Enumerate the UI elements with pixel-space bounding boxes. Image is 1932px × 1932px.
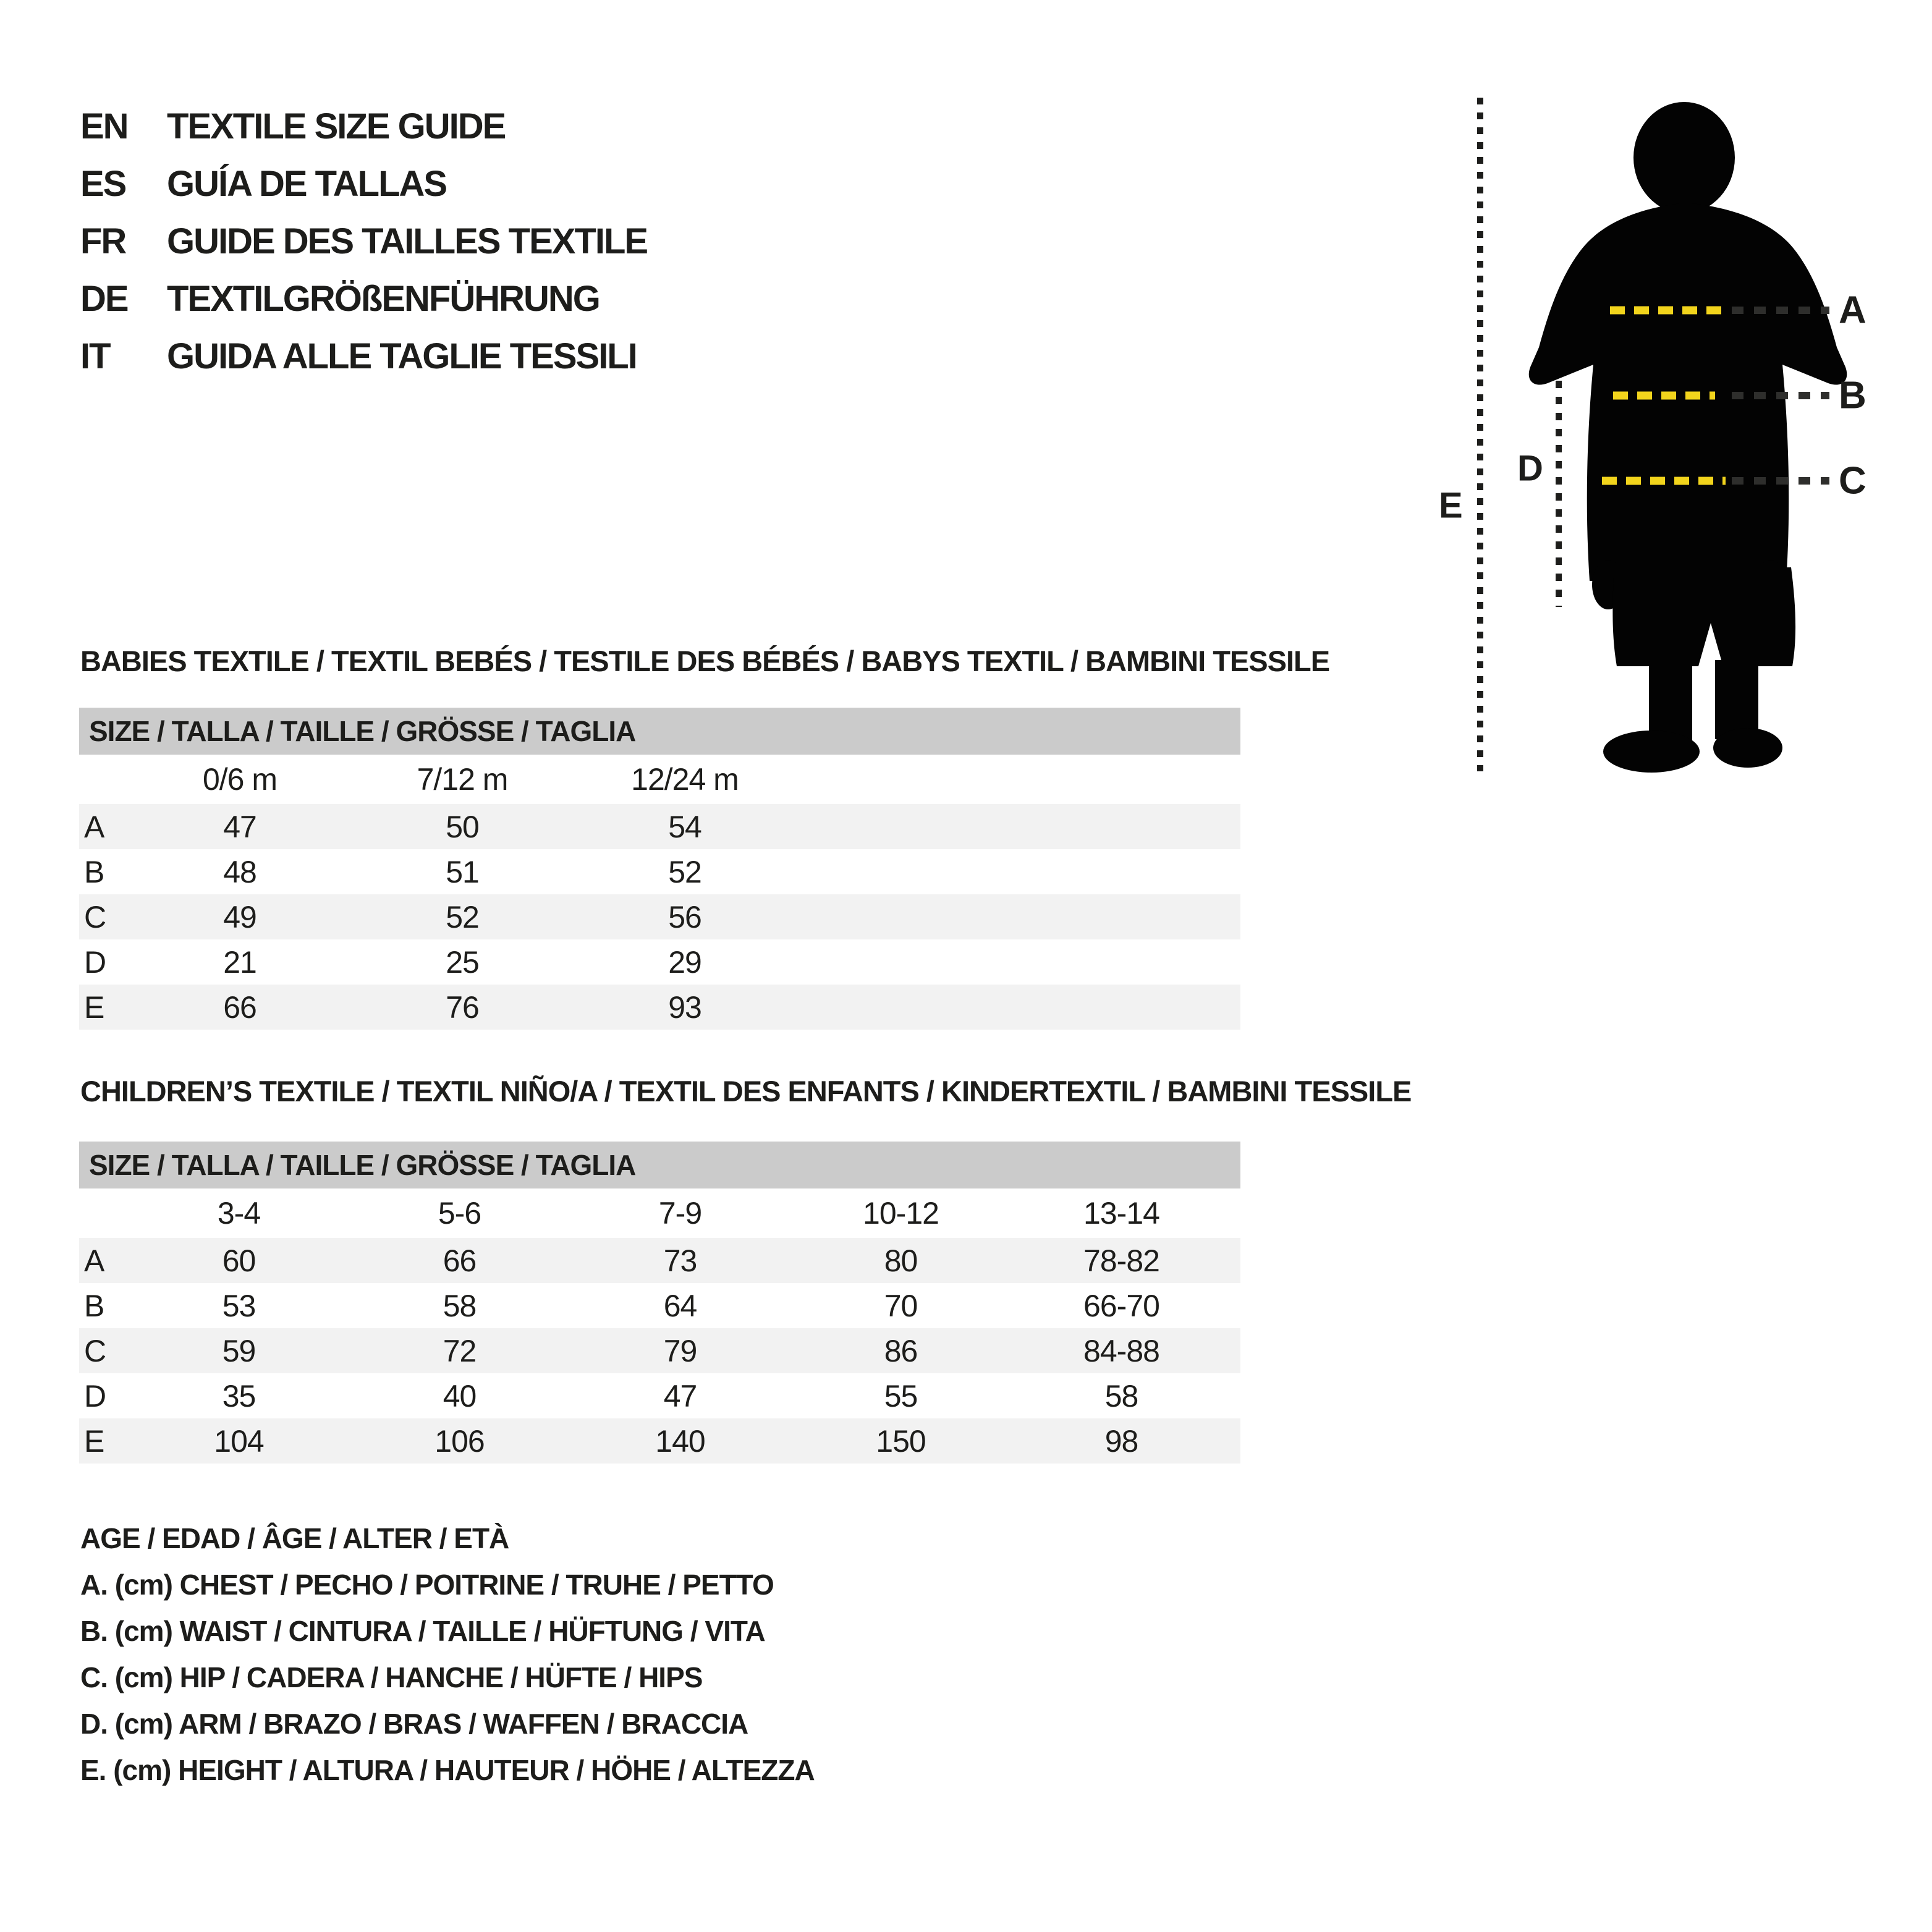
legend-height-e: E. (cm) HEIGHT / ALTURA / HAUTEUR / HÖHE / ALTEZZA [80,1754,815,1786]
label-b: B [1839,374,1866,417]
babies-col-0-6m: 0/6 m [202,762,278,797]
cell-value: 98 [1104,1423,1138,1459]
row-label: A [84,809,104,844]
lang-code-de: DE [80,279,128,319]
table-row [79,939,1240,985]
cell-value: 56 [668,899,701,934]
children-section-title: CHILDREN’S TEXTILE / TEXTIL NIÑO/A / TEXTIL DES ENFANTS / KINDERTEXTIL / BAMBINI TESSILE [80,1075,1412,1108]
cell-value: 59 [222,1333,256,1368]
row-label: A [84,1243,104,1278]
children-col-3-4: 3-4 [217,1196,261,1231]
silhouette-left-shoe [1603,731,1700,773]
lang-row-en [80,98,647,155]
babies-table-header-bar: SIZE / TALLA / TAILLE / GRÖSSE / TAGLIA [79,708,1240,755]
cell-value: 79 [663,1333,697,1368]
row-label: C [84,1333,106,1368]
cell-value: 106 [434,1423,485,1459]
table-row [79,804,1240,849]
table-row [79,1373,1240,1418]
cell-value: 58 [1104,1378,1138,1413]
legend-arm-d: D. (cm) ARM / BRAZO / BRAS / WAFFEN / BRACCIA [80,1708,748,1740]
cell-value: 84-88 [1083,1333,1159,1368]
babies-section-title: BABIES TEXTILE / TEXTIL BEBÉS / TESTILE DES BÉBÉS / BABYS TEXTIL / BAMBINI TESSILE [80,645,1330,677]
lang-title-de: TEXTILGRÖßENFÜHRUNG [167,279,600,319]
cell-value: 93 [668,989,701,1025]
language-title-block [80,98,647,385]
cell-value: 53 [222,1288,256,1323]
cell-value: 47 [223,809,256,844]
cell-value: 50 [446,809,479,844]
silhouette-shorts [1612,567,1795,666]
cell-value: 66 [443,1243,477,1278]
cell-value: 29 [668,944,701,980]
row-label: E [84,1423,104,1459]
row-label: D [84,944,106,980]
table-row [79,849,1240,894]
babies-col-7-12m: 7/12 m [417,762,508,797]
row-label: D [84,1378,106,1413]
table-row [79,1283,1240,1328]
legend-chest-a: A. (cm) CHEST / PECHO / POITRINE / TRUHE / PETTO [80,1569,774,1601]
label-a: A [1839,289,1866,332]
measurement-diagram [1434,93,1885,791]
silhouette-right-leg [1715,660,1758,739]
silhouette-right-shoe [1713,728,1782,768]
cell-value: 78-82 [1083,1243,1159,1278]
child-silhouette [1529,102,1847,773]
cell-value: 76 [446,989,479,1025]
cell-value: 73 [663,1243,697,1278]
babies-column-header-row [79,755,1240,804]
lang-code-en: EN [80,106,128,146]
cell-value: 40 [443,1378,477,1413]
children-column-header-row [79,1188,1240,1238]
lang-title-en: TEXTILE SIZE GUIDE [167,106,506,146]
table-row [79,1238,1240,1283]
cell-value: 64 [663,1288,697,1323]
cell-value: 52 [446,899,479,934]
cell-value: 140 [655,1423,705,1459]
children-col-10-12: 10-12 [863,1196,939,1231]
row-label: B [84,1288,104,1323]
children-col-5-6: 5-6 [438,1196,481,1231]
cell-value: 86 [884,1333,918,1368]
cell-value: 80 [884,1243,918,1278]
children-table-header-bar: SIZE / TALLA / TAILLE / GRÖSSE / TAGLIA [79,1142,1240,1188]
lang-title-fr: GUIDE DES TAILLES TEXTILE [167,221,648,261]
row-label: E [84,989,104,1025]
cell-value: 66-70 [1083,1288,1159,1323]
table-row [79,985,1240,1030]
cell-value: 35 [222,1378,256,1413]
table-row [79,1328,1240,1373]
row-label: C [84,899,106,934]
cell-value: 48 [223,854,256,889]
lang-row-es [80,155,647,213]
cell-value: 52 [668,854,701,889]
lang-code-fr: FR [80,221,126,261]
cell-value: 25 [446,944,479,980]
cell-value: 49 [223,899,256,934]
children-col-7-9: 7-9 [658,1196,702,1231]
lang-title-es: GUÍA DE TALLAS [167,164,447,204]
cell-value: 66 [223,989,256,1025]
cell-value: 70 [884,1288,918,1323]
legend-age: AGE / EDAD / ÂGE / ALTER / ETÀ [80,1522,509,1554]
legend-hip-c: C. (cm) HIP / CADERA / HANCHE / HÜFTE / HIPS [80,1661,703,1693]
cell-value: 150 [876,1423,926,1459]
cell-value: 72 [443,1333,477,1368]
row-label: B [84,854,104,889]
table-row [79,894,1240,939]
cell-value: 55 [884,1378,918,1413]
cell-value: 60 [222,1243,256,1278]
cell-value: 47 [663,1378,697,1413]
label-e: E [1439,485,1463,526]
label-d: D [1517,448,1543,489]
legend-waist-b: B. (cm) WAIST / CINTURA / TAILLE / HÜFTUNG / VITA [80,1615,765,1647]
cell-value: 54 [668,809,701,844]
label-c: C [1839,459,1866,502]
lang-row-fr [80,213,647,270]
babies-col-12-24m: 12/24 m [631,762,739,797]
lang-row-it [80,328,647,385]
cell-value: 104 [214,1423,264,1459]
cell-value: 51 [446,854,479,889]
lang-row-de [80,270,647,328]
lang-title-it: GUIDA ALLE TAGLIE TESSILI [167,336,637,376]
measurement-legend [80,1515,815,1794]
children-size-table [79,1142,1240,1464]
cell-value: 21 [223,944,256,980]
cell-value: 58 [443,1288,477,1323]
lang-code-es: ES [80,164,126,204]
table-row [79,1418,1240,1464]
lang-code-it: IT [80,336,110,376]
babies-size-table [79,708,1240,1030]
children-col-13-14: 13-14 [1083,1196,1159,1231]
